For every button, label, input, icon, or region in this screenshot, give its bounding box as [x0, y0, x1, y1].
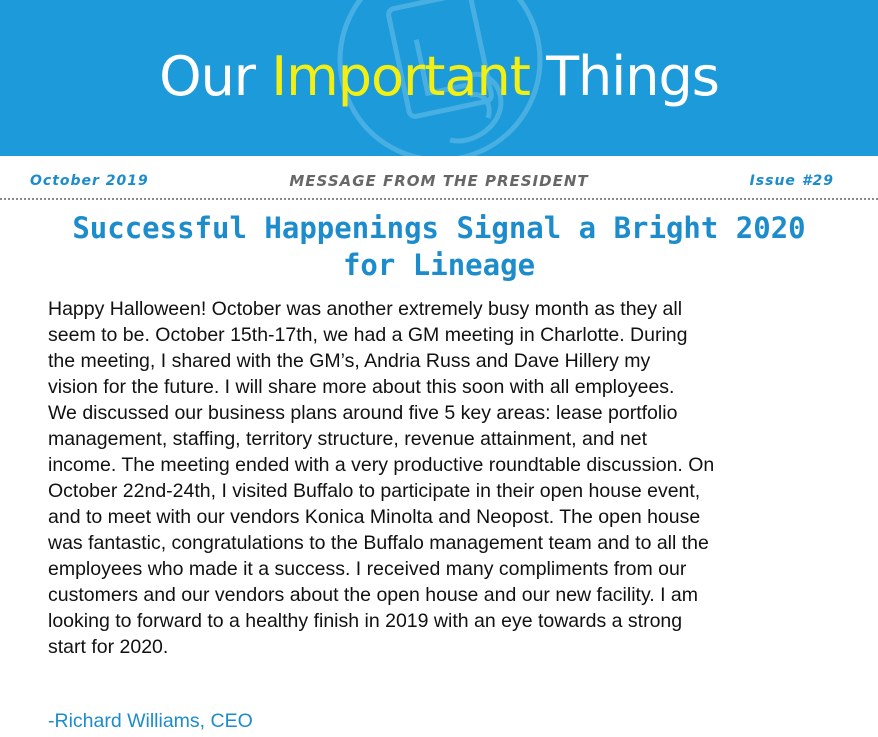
body-line: vision for the future. I will share more about this soon with all employees. [48, 376, 675, 398]
body-line: was fantastic, congratulations to the Buffalo management team and to all the [48, 532, 709, 554]
body-line: start for 2020. [48, 636, 169, 658]
body-line: and to meet with our vendors Konica Minolta and Neopost. The open house [48, 506, 701, 528]
title-part-important: Important [271, 45, 530, 108]
title-part-our: Our [159, 45, 272, 108]
body-line: October 22nd-24th, I visited Buffalo to participate in their open house event, [48, 480, 701, 502]
body-line: customers and our vendors about the open house and our new facility. I am [48, 584, 699, 606]
body-line: management, staffing, territory structure, revenue attainment, and net [48, 428, 648, 450]
issue-date: October 2019 [30, 173, 149, 189]
body-line: income. The meeting ended with a very productive roundtable discussion. On [48, 454, 715, 476]
article-body [48, 296, 838, 660]
section-title: MESSAGE FROM THE PRESIDENT [289, 172, 589, 190]
issue-info-strip [0, 156, 878, 200]
dotted-divider [0, 198, 878, 200]
body-line: seem to be. October 15th-17th, we had a GM meeting in Charlotte. During [48, 324, 688, 346]
header-banner [0, 0, 878, 156]
headline-line-2: for Lineage [342, 248, 536, 282]
newsletter-title [0, 44, 878, 110]
article-headline [60, 210, 818, 284]
body-line: looking to forward to a healthy finish in 2019 with an eye towards a strong [48, 610, 683, 632]
body-line: the meeting, I shared with the GM’s, Andria Russ and Dave Hillery my [48, 350, 651, 372]
title-part-things: Things [529, 45, 719, 108]
headline-line-1: Successful Happenings Signal a Bright 2020 [72, 211, 806, 245]
body-line: We discussed our business plans around five 5 key areas: lease portfolio [48, 402, 678, 424]
issue-number: Issue #29 [749, 173, 834, 189]
body-line: Happy Halloween! October was another extremely busy month as they all [48, 298, 683, 320]
author-signature: -Richard Williams, CEO [48, 710, 253, 732]
body-line: employees who made it a success. I received many compliments from our [48, 558, 687, 580]
